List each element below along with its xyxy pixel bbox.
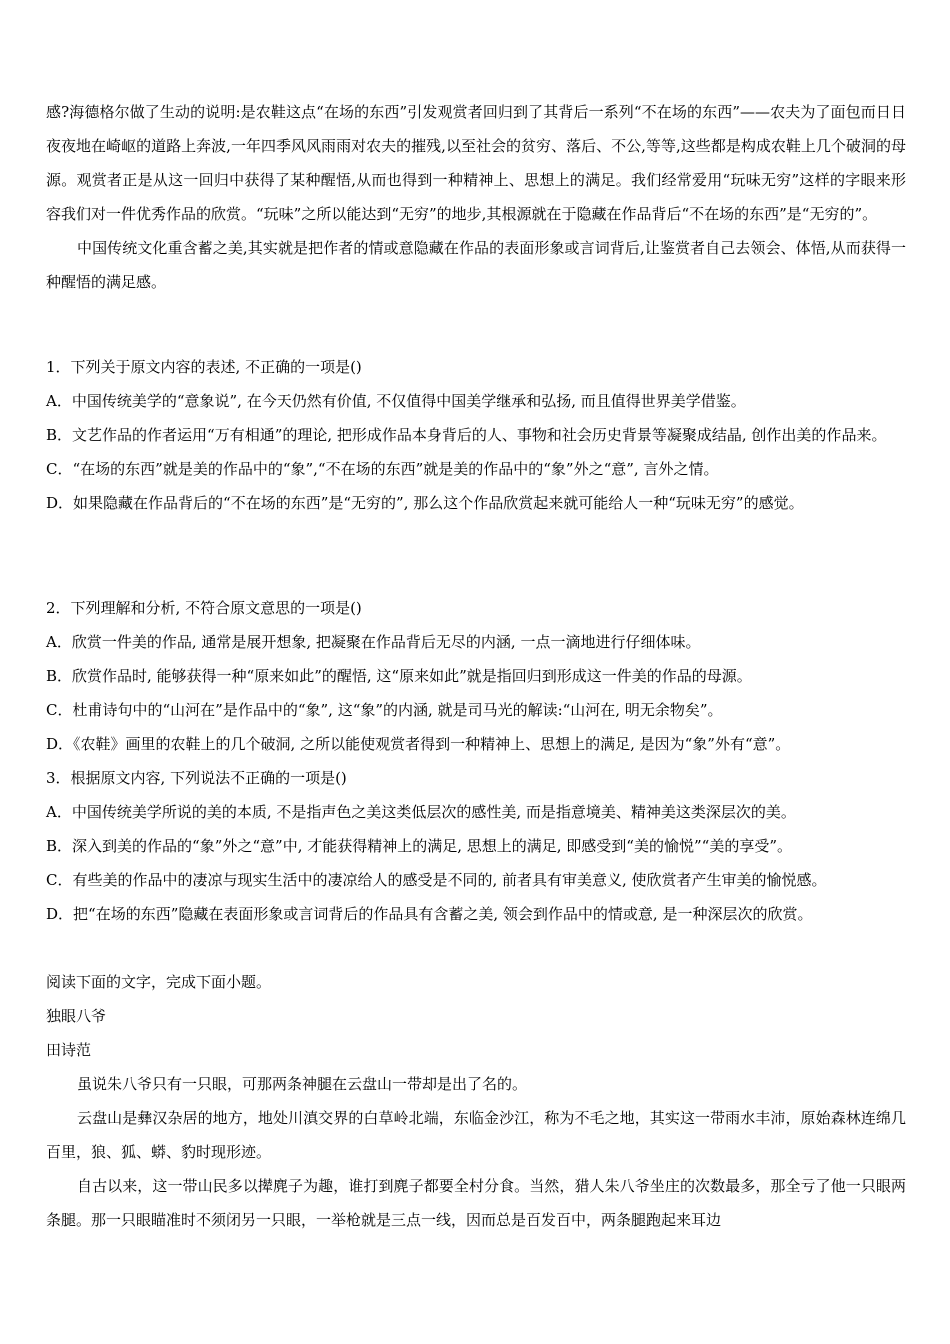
reading-section [46, 965, 906, 1237]
story-paragraph: 虽说朱八爷只有一只眼，可那两条神腿在云盘山一带却是出了名的。 [77, 1075, 528, 1093]
story-author: 田诗范 [46, 1041, 92, 1059]
option-b: B．欣赏作品时, 能够获得一种“原来如此”的醒悟, 这“原来如此”就是指回归到形成这一件美的作品的母源。 [46, 667, 752, 685]
question-3 [46, 761, 906, 931]
option-d: D．如果隐藏在作品背后的“不在场的东西”是“无穷的”, 那么这个作品欣赏起来就可能给人一种“玩味无穷”的感觉。 [46, 494, 804, 512]
story-title: 独眼八爷 [46, 1007, 107, 1025]
option-c: C．杜甫诗句中的“山河在”是作品中的“象”, 这“象”的内涵, 就是司马光的解读:“山河在, 明无余物矣”。 [46, 701, 723, 719]
option-b: B．深入到美的作品的“象”外之“意”中, 才能获得精神上的满足, 思想上的满足, 即感受到“美的愉悦”“美的享受”。 [46, 837, 792, 855]
passage-paragraph: 中国传统文化重含蓄之美,其实就是把作者的情或意隐藏在作品的表面形象或言词背后,让鉴赏者自己去领会、体悟,从而获得一种醒悟的满足感。 [46, 239, 906, 291]
question-1 [46, 350, 906, 520]
option-c: C．“在场的东西”就是美的作品中的“象”,“不在场的东西”就是美的作品中的“象”外之“意”, 言外之情。 [46, 460, 719, 478]
question-2 [46, 591, 906, 761]
option-b: B．文艺作品的作者运用“万有相通”的理论, 把形成作品本身背后的人、事物和社会历史背景等凝聚成结晶, 创作出美的作品来。 [46, 426, 887, 444]
question-stem: 2．下列理解和分析, 不符合原文意思的一项是() [46, 599, 362, 617]
option-a: A．欣赏一件美的作品, 通常是展开想象, 把凝聚在作品背后无尽的内涵, 一点一滴地进行仔细体味。 [46, 633, 701, 651]
story-paragraph: 云盘山是彝汉杂居的地方，地处川滇交界的白草岭北端，东临金沙江，称为不毛之地，其实这一带雨水丰沛，原始森林连绵几百里，狼、狐、蟒、豹时现形迹。 [46, 1109, 906, 1161]
question-stem: 3．根据原文内容, 下列说法不正确的一项是() [46, 769, 347, 787]
question-stem: 1．下列关于原文内容的表述, 不正确的一项是() [46, 358, 362, 376]
option-a: A．中国传统美学的“意象说”, 在今天仍然有价值, 不仅值得中国美学继承和弘扬, 而且值得世界美学借鉴。 [46, 392, 746, 410]
instruction: 阅读下面的文字，完成下面小题。 [46, 973, 272, 991]
option-a: A．中国传统美学所说的美的本质, 不是指声色之美这类低层次的感性美, 而是指意境美、精神美这类深层次的美。 [46, 803, 796, 821]
passage-paragraph: 感?海德格尔做了生动的说明:是农鞋这点“在场的东西”引发观赏者回归到了其背后一系列“不在场的东西”——农夫为了面包而日日夜夜地在崎岖的道路上奔波,一年四季风风雨雨对农夫的摧残,以至社会的贫穷、落后、不公,等等,这些都是构成农鞋上几个破洞的母源。观赏者正是从这一回归中获得了某种醒悟,从而也得到一种精神上、思想上的满足。我们经常爱用“玩味无穷”这样的字眼来形容我们对一件优秀作品的欣赏。“玩味”之所以能达到“无穷”的地步,其根源就在于隐藏在作品背后“不在场的东西”是“无穷的”。 [46, 103, 906, 223]
option-d: D．《农鞋》画里的农鞋上的几个破洞, 之所以能使观赏者得到一种精神上、思想上的满足, 是因为“象”外有“意”。 [46, 735, 791, 753]
story-paragraph: 自古以来，这一带山民多以撵麂子为趣，谁打到麂子都要全村分食。当然，猎人朱八爷坐庄的次数最多，那全亏了他一只眼两条腿。那一只眼瞄准时不须闭另一只眼，一举枪就是三点一线，因而总是百发百中，两条腿跑起来耳边 [46, 1177, 906, 1229]
option-d: D．把“在场的东西”隐藏在表面形象或言词背后的作品具有含蓄之美, 领会到作品中的情或意, 是一种深层次的欣赏。 [46, 905, 813, 923]
passage-tail [46, 95, 906, 299]
option-c: C．有些美的作品中的凄凉与现实生活中的凄凉给人的感受是不同的, 前者具有审美意义, 使欣赏者产生审美的愉悦感。 [46, 871, 827, 889]
